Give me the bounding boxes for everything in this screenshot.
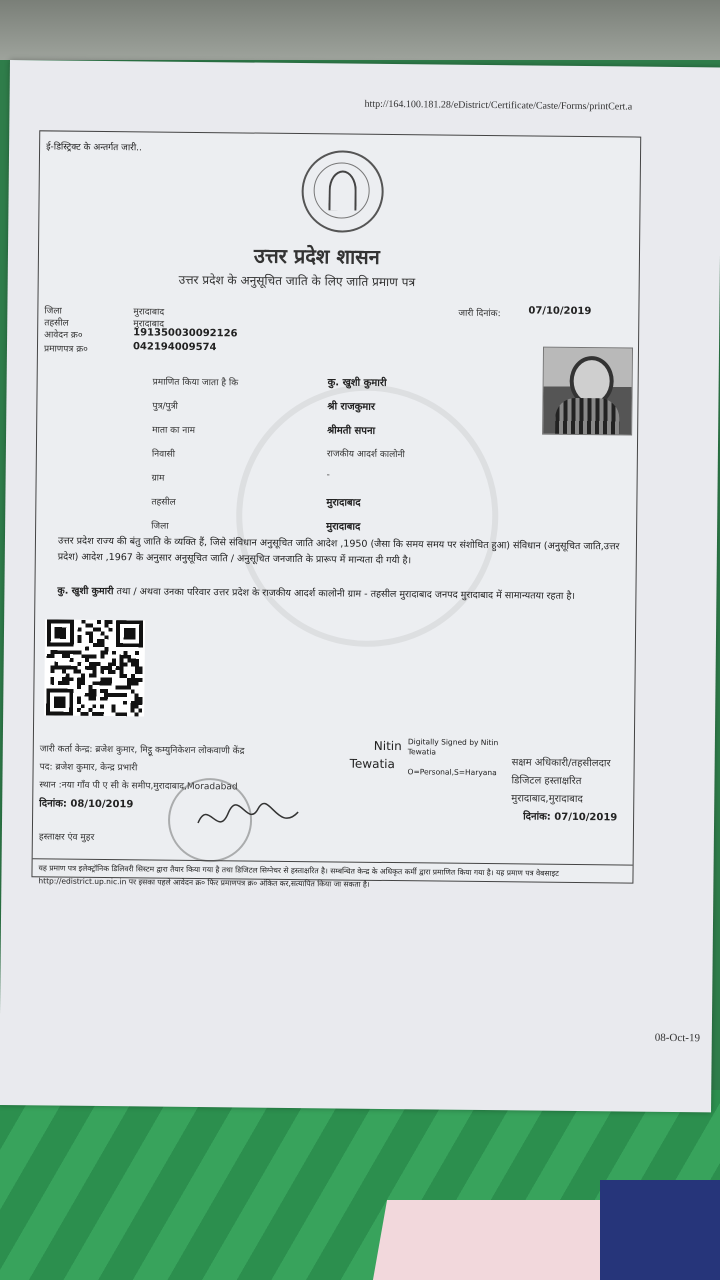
certificate-subtitle: उत्तर प्रदेश के अनुसूचित जाति के लिए जाति प्रमाण पत्र: [178, 272, 416, 290]
sign-stamp-label: हस्ताक्षर एंव मुहर: [38, 832, 95, 843]
authority-digital-signed: डिजिटल हस्ताक्षरित: [511, 775, 582, 788]
resident-label: निवासी: [151, 449, 176, 460]
certificate-title: उत्तर प्रदेश शासन: [253, 243, 380, 269]
residence-text: तथा / अथवा उनका परिवार उत्तर प्रदेश के राजकीय आदर्श कालोनी ग्राम - तहसील मुरादाबाद जनपद मुरादाबाद में सामान्यतया रहता है।: [116, 586, 576, 602]
residence-paragraph: [57, 584, 627, 606]
issuing-center: जारी कर्ता केन्द्र: ब्रजेश कुमार, मिट्ठू कम्युनिकेशन लोकवाणी केंद्र: [39, 744, 245, 757]
parent-name: श्री राजकुमार: [327, 401, 376, 413]
page-url: http://164.100.181.28/eDistrict/Certificate/Caste/Forms/printCert.a: [364, 98, 633, 113]
mother-label: माता का नाम: [152, 425, 196, 436]
tehsil-label: तहसील: [44, 318, 69, 329]
digital-signature-text: Digitally Signed by Nitin Tewatia: [407, 737, 499, 757]
authority-date: दिनांक: 07/10/2019: [523, 811, 618, 824]
digital-signer-first-name: Nitin: [373, 738, 402, 754]
issuer-post: पद: ब्रजेश कुमार, केन्द्र प्रभारी: [39, 762, 138, 774]
background-top: [0, 0, 720, 60]
authority-place: मुरादाबाद,मुरादाबाद: [511, 793, 583, 806]
digital-signer-last-name: Tewatia: [349, 756, 395, 772]
resident-value: राजकीय आदर्श कालोनी: [326, 449, 405, 461]
parent-label: पुत्र/पुत्री: [152, 401, 178, 412]
details-tehsil-value: मुरादाबाद: [326, 497, 361, 509]
tehsil-value: मुरादाबाद: [133, 319, 165, 330]
issue-date: 07/10/2019: [528, 305, 592, 318]
digital-signature-details: O=Personal,S=Haryana: [407, 767, 497, 778]
issue-date-label: जारी दिनांक:: [458, 308, 501, 320]
certified-label: प्रमाणित किया जाता है कि: [152, 377, 239, 389]
qr-code: [44, 619, 145, 716]
application-number: 191350030092126: [133, 327, 238, 340]
caste-certificate: [31, 130, 641, 889]
district-label: जिला: [44, 306, 62, 317]
details-tehsil-label: तहसील: [151, 497, 176, 508]
details-district-value: मुरादाबाद: [326, 521, 361, 533]
background-blue-fabric: [600, 1180, 720, 1280]
mother-name: श्रीमती सपना: [327, 425, 376, 437]
applicant-name: कु. खुशी कुमारी: [327, 377, 387, 389]
applicant-photo: [542, 347, 633, 436]
certificate-number-label: प्रमाणपत्र क्र०: [43, 344, 88, 355]
details-district-label: जिला: [151, 521, 169, 532]
up-government-emblem: [301, 150, 384, 233]
village-value: -: [326, 470, 330, 481]
caste-declaration-paragraph: उत्तर प्रदेश राज्य की बंतु जाति के व्यक्ति हैं, जिसे संविधान अनुसूचित जाति आदेश ,1950 (जैसा कि समय समय पर संशोधित हुआ) संविधान (अनुसूचित जाति,उत्तर प्रदेश) आदेश ,1967 के अनुसार अनुसूचित जाति / अनुसूचित जनजाति के प्रारूप में मान्यता दी गयी है।: [57, 535, 620, 567]
residence-name: कु. खुशी कुमारी: [57, 585, 114, 598]
certificate-footer-note: यह प्रमाण पत्र इलेक्ट्रॉनिक डिलिवरी सिस्टम द्वारा तैयार किया गया है तथा डिजिटल सिग्नेचर से हस्ताक्षरित है। सम्बन्धित केन्द्र के अधिकृत कर्मी द्वारा प्रमाणित किया गया है। यह प्रमाण पत्र वेबसाइट http://edistrict.up.nic.in पर इसका पहले आवेदन क्र० फिर प्रमाणपत्र क्र० अंकित कर,सत्यापित किया जा सकता है।: [38, 863, 559, 889]
certificate-number: 042194009574: [132, 341, 217, 354]
handwritten-signature: [193, 793, 304, 844]
village-label: ग्राम: [151, 473, 165, 484]
issued-under-label: ई-डिस्ट्रिक्ट के अन्तर्गत जारी..: [46, 142, 142, 154]
printed-page: [0, 60, 720, 1112]
print-date: 08-Oct-19: [654, 1031, 701, 1045]
issuer-place: स्थान :नया गाँव पी ए सी के समीप,मुरादाबाद,Moradabad: [39, 780, 238, 793]
application-label: आवेदन क्र०: [44, 330, 83, 341]
issuer-date: दिनांक: 08/10/2019: [39, 798, 134, 811]
district-value: मुरादाबाद: [133, 307, 165, 318]
authority-title: सक्षम अधिकारी/तहसीलदार: [511, 757, 611, 770]
